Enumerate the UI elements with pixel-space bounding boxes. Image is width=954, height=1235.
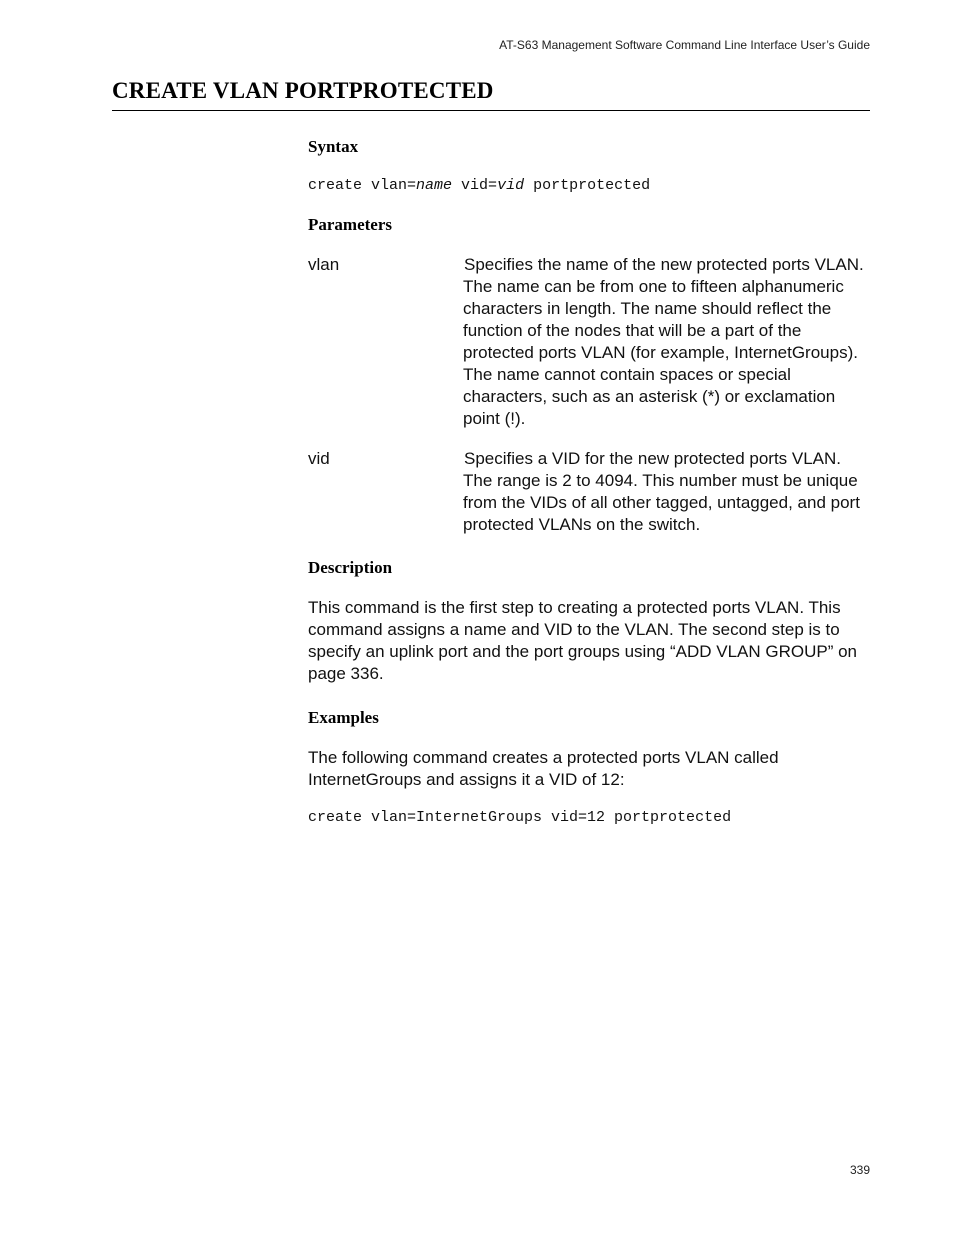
page-title: CREATE VLAN PORTPROTECTED	[112, 78, 494, 103]
examples-heading: Examples	[308, 708, 379, 727]
param-desc-vid: Specifies a VID for the new protected ports VLAN. The range is 2 to 4094. This number must be unique from the VIDs of all other tagged, untagged, and port protected VLANs on the switch.	[463, 449, 860, 534]
syntax-cmd-suffix: portprotected	[524, 177, 651, 194]
example-command: create vlan=InternetGroups vid=12 portprotected	[308, 809, 732, 826]
syntax-arg-name: name	[416, 177, 453, 194]
syntax-cmd-prefix: create vlan=	[308, 177, 417, 194]
parameters-heading: Parameters	[308, 215, 393, 234]
description-text: This command is the first step to creating a protected ports VLAN. This command assigns a name and VID to the VLAN. The second step is to specify an uplink port and the port groups using “ADD VLAN GROUP” on page 336.	[308, 598, 857, 683]
syntax-heading: Syntax	[308, 137, 359, 156]
page-number: 339	[849, 1163, 870, 1177]
param-desc-vlan: Specifies the name of the new protected ports VLAN. The name can be from one to fifteen alphanumeric characters in length. The name should reflect the function of the nodes that will be a part of the protected ports VLAN (for example, InternetGroups). The name cannot contain spaces or special characters, such as an asterisk (*) or exclamation point (!).	[463, 255, 864, 428]
running-header: AT-S63 Management Software Command Line Interface User’s Guide	[499, 38, 870, 52]
title-rule	[112, 110, 870, 111]
syntax-command	[308, 177, 650, 194]
syntax-arg-vid: vid	[497, 177, 525, 194]
examples-text: The following command creates a protected ports VLAN called InternetGroups and assigns it a VID of 12:	[308, 748, 779, 789]
param-name-vlan: vlan	[308, 255, 340, 274]
description-heading: Description	[308, 558, 393, 577]
param-name-vid: vid	[308, 449, 330, 468]
syntax-cmd-mid: vid=	[452, 177, 498, 194]
